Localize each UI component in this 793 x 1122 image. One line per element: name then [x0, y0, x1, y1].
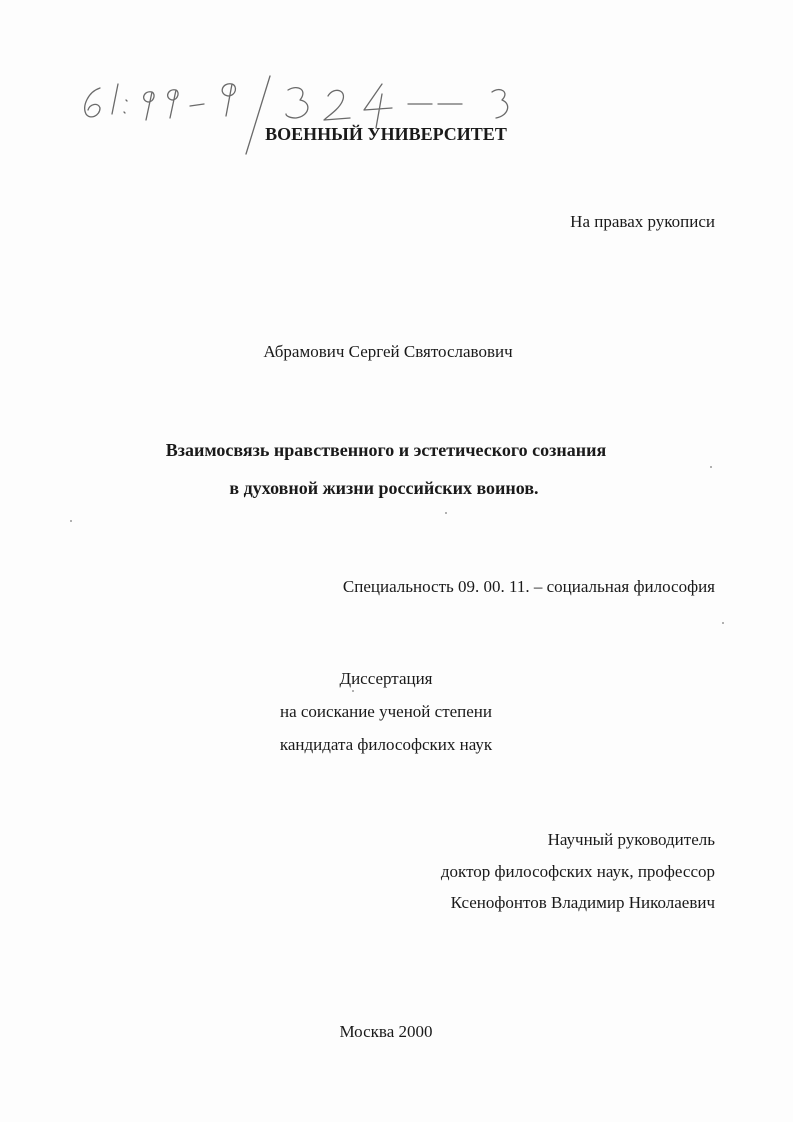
advisor-name: Ксенофонтов Владимир Николаевич — [450, 893, 715, 912]
scan-speck — [710, 466, 712, 468]
advisor-role: Научный руководитель — [547, 830, 715, 849]
handwritten-archive-mark — [60, 70, 530, 170]
city-year: Москва 2000 — [339, 1022, 433, 1041]
dissertation-title-line-2: в духовной жизни российских воинов. — [229, 478, 539, 498]
scan-speck — [722, 622, 724, 624]
advisor-degree: доктор философских наук, профессор — [440, 862, 715, 881]
author-name: Абрамович Сергей Святославович — [263, 342, 513, 361]
dissertation-title-line-1: Взаимосвязь нравственного и эстетического сознания — [165, 440, 607, 460]
scan-speck — [70, 520, 72, 522]
rights-notice: На правах рукописи — [570, 212, 715, 231]
degree-purpose: на соискание ученой степени — [279, 702, 493, 721]
scan-speck — [445, 512, 447, 514]
scan-speck — [352, 690, 354, 692]
dissertation-type: Диссертация — [339, 669, 433, 688]
specialty-line: Специальность 09. 00. 11. – социальная философия — [342, 577, 715, 596]
degree-name: кандидата философских наук — [279, 735, 493, 754]
institution-name: ВОЕННЫЙ УНИВЕРСИТЕТ — [265, 124, 507, 144]
